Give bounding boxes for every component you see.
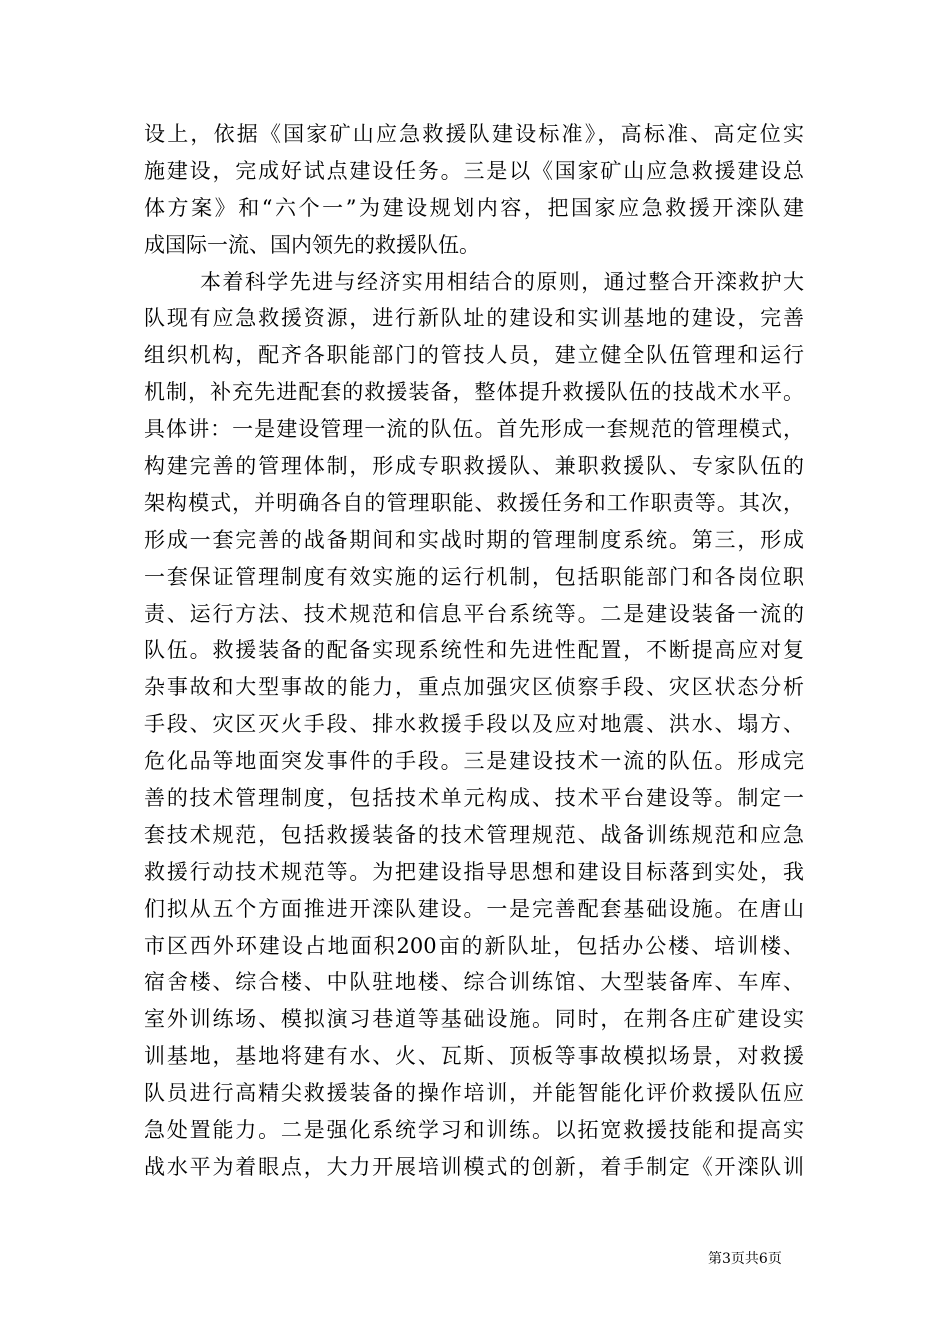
text-line: 形成一套完善的战备期间和实战时期的管理制度系统。第三，形成 — [144, 527, 804, 552]
text-line: 队伍。救援装备的配备实现系统性和先进性配置，不断提高应对复 — [144, 638, 804, 663]
text-line: 组织机构，配齐各职能部门的管技人员，建立健全队伍管理和运行 — [144, 343, 804, 368]
text-line: 训基地，基地将建有水、火、瓦斯、顶板等事故模拟场景，对救援 — [144, 1044, 804, 1069]
text-line: 战水平为着眼点，大力开展培训模式的创新，着手制定《开滦队训 — [144, 1154, 804, 1179]
text-line: 急处置能力。二是强化系统学习和训练。以拓宽救援技能和提高实 — [144, 1118, 804, 1143]
text-line: 成国际一流、国内领先的救援队伍。 — [144, 232, 480, 257]
text-line: 责、运行方法、技术规范和信息平台系统等。二是建设装备一流的 — [144, 601, 804, 626]
text-line: 善的技术管理制度，包括技术单元构成、技术平台建设等。制定一 — [144, 786, 804, 811]
text-line: 体方案》和“六个一”为建设规划内容，把国家应急救援开滦队建 — [144, 195, 804, 220]
text-line: 危化品等地面突发事件的手段。三是建设技术一流的队伍。形成完 — [144, 749, 804, 774]
text-line: 宿舍楼、综合楼、中队驻地楼、综合训练馆、大型装备库、车库、 — [144, 970, 804, 995]
text-line: 救援行动技术规范等。为把建设指导思想和建设目标落到实处，我 — [144, 859, 804, 884]
text-line: 一套保证管理制度有效实施的运行机制，包括职能部门和各岗位职 — [144, 564, 804, 589]
text-line: 室外训练场、模拟演习巷道等基础设施。同时，在荆各庄矿建设实 — [144, 1007, 804, 1032]
text-line: 构建完善的管理体制，形成专职救援队、兼职救援队、专家队伍的 — [144, 454, 804, 479]
text-line: 机制，补充先进配套的救援装备，整体提升救援队伍的技战术水平。 — [144, 380, 804, 405]
text-line: 市区西外环建设占地面积200亩的新队址，包括办公楼、培训楼、 — [144, 933, 804, 958]
body-text — [144, 116, 804, 1186]
text-line: 设上，依据《国家矿山应急救援队建设标准》，高标准、高定位实 — [144, 122, 804, 146]
page-number: 第3页共6页 — [708, 1251, 782, 1267]
text-line: 套技术规范，包括救援装备的技术管理规范、战备训练规范和应急 — [144, 822, 804, 847]
text-line: 架构模式，并明确各自的管理职能、救援任务和工作职责等。其次， — [144, 490, 804, 515]
text-line: 队员进行高精尖救援装备的操作培训，并能智能化评价救援队伍应 — [144, 1081, 804, 1106]
text-line: 们拟从五个方面推进开滦队建设。一是完善配套基础设施。在唐山 — [144, 896, 804, 921]
text-line: 具体讲：一是建设管理一流的队伍。首先形成一套规范的管理模式， — [144, 417, 804, 442]
text-line: 队现有应急救援资源，进行新队址的建设和实训基地的建设，完善 — [144, 306, 804, 331]
paragraph-first-line: 本着科学先进与经济实用相结合的原则，通过整合开滦救护大 — [200, 269, 804, 294]
text-line: 手段、灾区灭火手段、排水救援手段以及应对地震、洪水、塌方、 — [144, 712, 804, 737]
text-line: 施建设，完成好试点建设任务。三是以《国家矿山应急救援建设总 — [144, 158, 804, 183]
text-line: 杂事故和大型事故的能力，重点加强灾区侦察手段、灾区状态分析 — [144, 675, 804, 700]
